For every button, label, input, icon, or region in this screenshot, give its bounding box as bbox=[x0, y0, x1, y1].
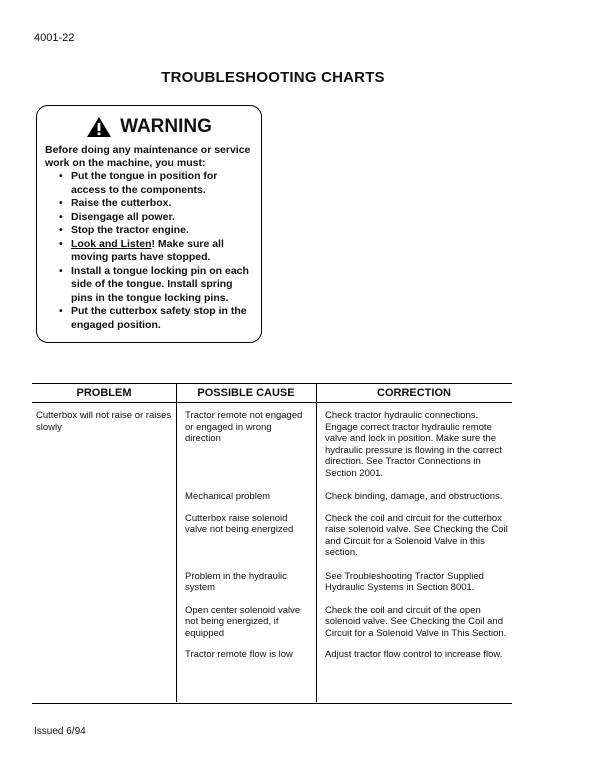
issued-date: Issued 6/94 bbox=[34, 726, 86, 737]
problem-cell bbox=[32, 649, 176, 661]
document-number: 4001-22 bbox=[34, 32, 75, 44]
table-row bbox=[32, 491, 512, 503]
correction-cell: Adjust tractor flow control to increase flow. bbox=[325, 649, 503, 660]
warning-header bbox=[45, 116, 253, 138]
cause-cell: Tractor remote flow is low bbox=[185, 649, 293, 660]
table-row bbox=[32, 605, 512, 640]
warning-title: WARNING bbox=[120, 116, 212, 137]
warning-list bbox=[45, 170, 253, 332]
warning-triangle-icon bbox=[86, 116, 112, 138]
warning-item: • Disengage all power. bbox=[61, 211, 253, 225]
cause-cell: Open center solenoid valve not being energized, if equipped bbox=[185, 604, 301, 639]
warning-item: • Put the tongue in position for access to the components. bbox=[61, 170, 253, 197]
correction-cell: Check the coil and circuit of the open solenoid valve. See Checking the Coil and Circuit for a Solenoid Valve in This Section. bbox=[325, 604, 507, 639]
table-bottom-rule bbox=[32, 703, 512, 704]
header-problem: PROBLEM bbox=[76, 387, 132, 399]
troubleshooting-table bbox=[32, 383, 512, 661]
warning-intro: Before doing any maintenance or service work on the machine, you must: bbox=[45, 144, 251, 169]
cause-cell: Cutterbox raise solenoid valve not being energized bbox=[185, 512, 294, 535]
problem-cell bbox=[32, 491, 176, 503]
warning-item: • Look and Listen! Make sure all moving parts have stopped. bbox=[61, 238, 253, 265]
header-possible-cause: POSSIBLE CAUSE bbox=[197, 387, 295, 399]
page-title: TROUBLESHOOTING CHARTS bbox=[161, 69, 385, 86]
problem-cell: Cutterbox will not raise or raises slowly bbox=[36, 410, 172, 433]
correction-cell: Check binding, damage, and obstructions. bbox=[325, 491, 503, 502]
table-header bbox=[32, 383, 512, 403]
correction-cell: See Troubleshooting Tractor Supplied Hydraulic Systems in Section 8001. bbox=[325, 570, 484, 593]
table-row bbox=[32, 571, 512, 594]
problem-cell bbox=[32, 571, 176, 594]
warning-item: • Install a tongue locking pin on each side of the tongue. Install spring pins in the tongue locking pins. bbox=[61, 265, 253, 306]
warning-item: • Raise the cutterbox. bbox=[61, 197, 253, 211]
cause-cell: Problem in the hydraulic system bbox=[185, 570, 287, 593]
correction-cell: Check tractor hydraulic connections. Engage correct tractor hydraulic remote valve and lock in position. Make sure the hydraulic pressure is flowing in the correct direction. See Tractor Connections in Section 2001. bbox=[325, 410, 502, 479]
problem-cell bbox=[32, 513, 176, 559]
underlined-text: Look and Listen bbox=[71, 237, 152, 250]
warning-item: • Stop the tractor engine. bbox=[61, 224, 253, 238]
header-correction: CORRECTION bbox=[377, 387, 451, 399]
correction-cell: Check the coil and circuit for the cutterbox raise solenoid valve. See Checking the Coil and Circuit for a Solenoid Valve in this section. bbox=[325, 512, 508, 558]
warning-box bbox=[36, 105, 262, 343]
table-row bbox=[32, 649, 512, 661]
table-row bbox=[32, 513, 512, 559]
cause-cell: Mechanical problem bbox=[185, 491, 271, 502]
problem-cell bbox=[32, 605, 176, 640]
table-body bbox=[32, 410, 512, 661]
cause-cell: Tractor remote not engaged or engaged in wrong direction bbox=[185, 410, 303, 444]
table-row bbox=[32, 410, 512, 479]
warning-item: • Put the cutterbox safety stop in the engaged position. bbox=[61, 305, 253, 332]
